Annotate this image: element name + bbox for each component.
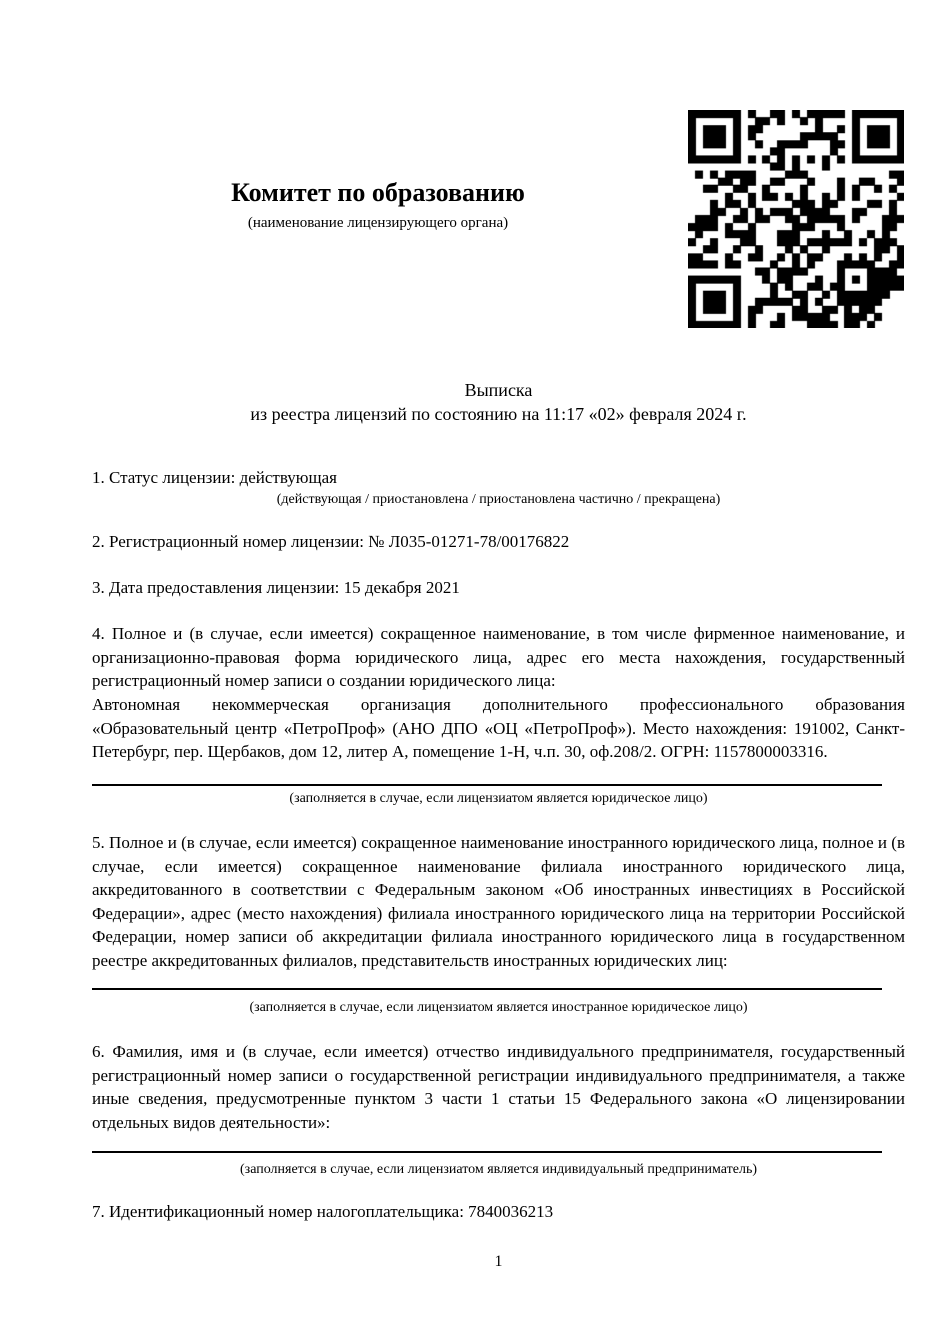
- item-6-entrepreneur-question: 6. Фамилия, имя и (в случае, если имеется) отчество индивидуального предпринимателя, государственный регистрационный номер записи о государственной регистрации индивидуального предпринимателя, а также иные сведения, предусмотренные пунктом 3 части 1 статьи 15 Федерального закона «О лицензировании отдельных видов деятельности»:: [92, 1042, 905, 1132]
- extract-title: Выписка: [464, 380, 533, 400]
- item-4-divider-line: [92, 784, 882, 786]
- extract-subtitle: из реестра лицензий по состоянию на 11:17 «02» февраля 2024 г.: [250, 404, 747, 424]
- item-7-taxpayer-number: 7. Идентификационный номер налогоплательщика: 7840036213: [92, 1202, 554, 1221]
- item-4-legal-entity-value: Автономная некоммерческая организация дополнительного профессионального образования «Образовательный центр «ПетроПроф» (АНО ДПО «ОЦ «ПетроПроф»). Место нахождения: 191002, Санкт-Петербург, пер. Щербаков, дом 12, литер А, помещение 1-Н, ч.п. 30, оф.208/2. ОГРН: 1157800003316.: [92, 695, 905, 762]
- item-3-grant-date: 3. Дата предоставления лицензии: 15 декабря 2021: [92, 578, 460, 597]
- licensing-authority-caption: (наименование лицензирующего органа): [247, 215, 509, 231]
- item-2-registration-number: 2. Регистрационный номер лицензии: № Л035-01271-78/00176822: [92, 532, 570, 551]
- item-5-divider-line: [92, 988, 882, 990]
- item-1-license-status: 1. Статус лицензии: действующая: [92, 468, 337, 487]
- item-6-divider-line: [92, 1151, 882, 1153]
- page-number: 1: [494, 1253, 503, 1270]
- item-5-caption: (заполняется в случае, если лицензиатом является иностранное юридическое лицо): [249, 1000, 748, 1015]
- item-5-foreign-entity-question: 5. Полное и (в случае, если имеется) сокращенное наименование иностранного юридического лица, полное и (в случае, если имеется) сокращенное наименование филиала иностранного юридического лица, аккредитованного в соответствии с Федеральным законом «Об иностранных инвестициях в Российской Федерации», адрес (место нахождения) филиала иностранного юридического лица на территории Российской Федерации, номер записи об аккредитации филиала иностранного юридического лица в государственном реестре аккредитованных филиалов, представительств иностранных юридических лиц:: [92, 833, 905, 970]
- item-4-caption: (заполняется в случае, если лицензиатом является юридическое лицо): [289, 791, 708, 806]
- item-1-status-options-caption: (действующая / приостановлена / приостановлена частично / прекращена): [276, 492, 721, 507]
- qr-code-icon: [688, 110, 904, 328]
- licensing-authority-title: Комитет по образованию: [231, 178, 525, 207]
- item-4-legal-entity-question: 4. Полное и (в случае, если имеется) сокращенное наименование, в том числе фирменное наименование, и организационно-правовая форма юридического лица, адрес его места нахождения, государственный регистрационный номер записи о создании юридического лица:: [92, 624, 905, 691]
- item-6-caption: (заполняется в случае, если лицензиатом является индивидуальный предприниматель): [240, 1162, 757, 1177]
